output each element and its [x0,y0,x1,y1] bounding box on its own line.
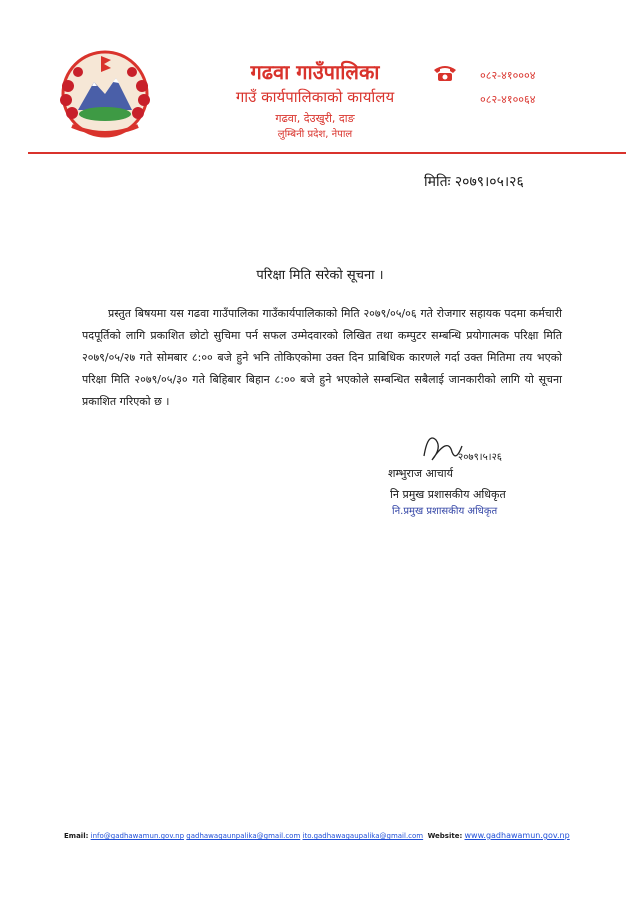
svg-text:२०७९।५।२६: २०७९।५।२६ [458,452,502,463]
signer-designation: नि प्रमुख प्रशासकीय अधिकृत [390,488,506,501]
email-label: Email: [64,832,89,840]
email-link-info[interactable]: info@gadhawamun.gov.np [90,832,185,840]
phone-number-2: ०८२-४१००६४ [480,93,536,106]
telephone-icon [432,62,458,82]
website-label: Website: [427,832,463,840]
handwritten-signature [418,426,508,470]
notice-subject: परिक्षा मिति सरेको सूचना । [256,268,384,283]
signer-name: शम्भुराज आचार्य [388,467,453,480]
office-type: गाउँ कार्यपालिकाको कार्यालय [235,88,395,106]
nepal-emblem-icon [56,48,154,140]
website-link[interactable]: www.gadhawamun.gov.np [464,831,570,840]
header-divider [28,152,626,154]
email-link-ito[interactable]: ito.gadhawagaupalika@gmail.com [302,832,424,840]
footer-contacts [64,831,624,840]
date-line: मितिः २०७९।०५।२६ [424,174,524,190]
office-address: गढवा, देउखुरी, दाङ [275,112,355,125]
email-link-gmail[interactable]: gadhawagaunpalika@gmail.com [186,832,301,840]
office-province: लुम्बिनी प्रदेश, नेपाल [277,129,353,140]
phone-number-1: ०८२-४१०००४ [480,69,536,82]
office-name: गढवा गाउँपालिका [250,60,380,84]
official-stamp: नि.प्रमुख प्रशासकीय अधिकृत [392,506,498,517]
notice-body: प्रस्तुत बिषयमा यस गढवा गाउँपालिका गाउँकार्यपालिकाको मिति २०७९/०५/०६ गते रोजगार सहायक पदमा कर्मचारी पदपूर्तिको लागि प्रकाशित छोटो सुचिमा पर्न सफल उम्मेदवारको लिखित तथा कम्पुटर सम्बन्धि प्रयोगात्मक परिक्षा मिति २०७९/०५/२७ गते सोमबार ८:०० बजे हुने भनि तोकिएकोमा उक्त दिन प्राबिधिक कारणले गर्दा उक्त मितिमा तय भएको परिक्षा मिति २०७९/०५/३० गते बिहिबार बिहान ८:०० बजे हुने भएकोले सम्बन्धित सबैलाई जानकारीको लागि यो सूचना प्रकाशित गरिएको छ । [82,307,562,408]
